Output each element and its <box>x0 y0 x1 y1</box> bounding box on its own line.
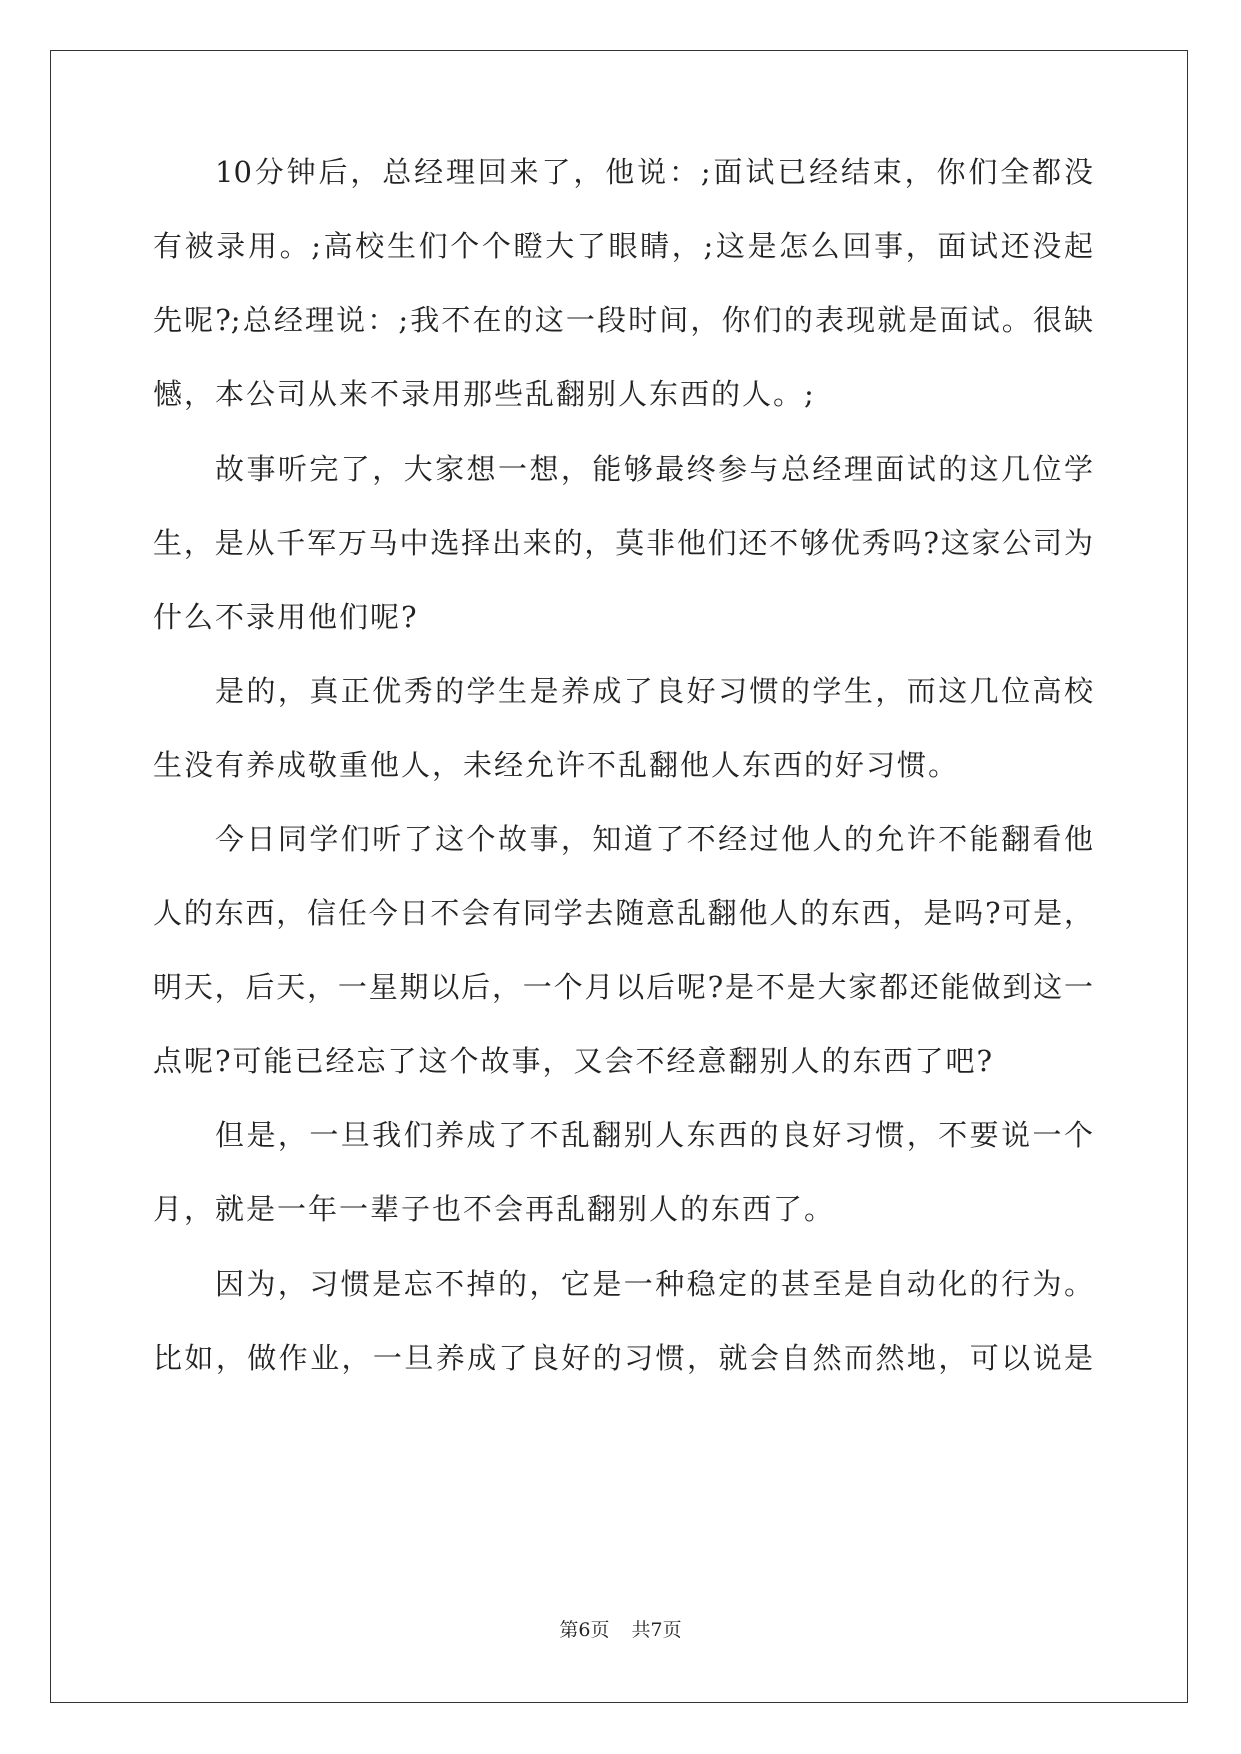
text-line: 生没有养成敬重他人，未经允许不乱翻他人东西的好习惯。 <box>153 748 960 782</box>
text-line: 10分钟后，总经理回来了，他说：;面试已经结束，你们全都没 <box>215 155 1093 189</box>
text-line: 点呢?可能已经忘了这个故事，又会不经意翻别人的东西了吧? <box>153 1044 995 1078</box>
text-line: 什么不录用他们呢? <box>153 600 419 634</box>
text-line: 今日同学们听了这个故事，知道了不经过他人的允许不能翻看他 <box>215 822 1093 856</box>
text-line: 故事听完了，大家想一想，能够最终参与总经理面试的这几位学 <box>215 452 1093 486</box>
text-line: 但是，一旦我们养成了不乱翻别人东西的良好习惯，不要说一个 <box>215 1118 1093 1152</box>
text-line: 生，是从千军万马中选择出来的，莫非他们还不够优秀吗?这家公司为 <box>153 526 1093 560</box>
page-footer <box>0 1617 1241 1643</box>
text-line: 明天，后天，一星期以后，一个月以后呢?是不是大家都还能做到这一 <box>153 970 1093 1004</box>
text-line: 憾，本公司从来不录用那些乱翻别人东西的人。; <box>153 377 816 411</box>
text-line: 比如，做作业，一旦养成了良好的习惯，就会自然而然地，可以说是 <box>153 1341 1093 1375</box>
text-line: 有被录用。;高校生们个个瞪大了眼睛，;这是怎么回事，面试还没起 <box>153 229 1093 263</box>
text-line: 因为，习惯是忘不掉的，它是一种稳定的甚至是自动化的行为。 <box>215 1267 1093 1301</box>
current-page-number: 第6页 <box>559 1619 610 1641</box>
text-line: 先呢?;总经理说：;我不在的这一段时间，你们的表现就是面试。很缺 <box>153 303 1093 337</box>
total-pages: 共7页 <box>631 1619 682 1641</box>
text-line: 月，就是一年一辈子也不会再乱翻别人的东西了。 <box>153 1192 836 1226</box>
text-line: 是的，真正优秀的学生是养成了良好习惯的学生，而这几位高校 <box>215 674 1093 708</box>
text-line: 人的东西，信任今日不会有同学去随意乱翻他人的东西，是吗?可是， <box>153 896 1093 930</box>
page-border <box>50 50 1188 1703</box>
